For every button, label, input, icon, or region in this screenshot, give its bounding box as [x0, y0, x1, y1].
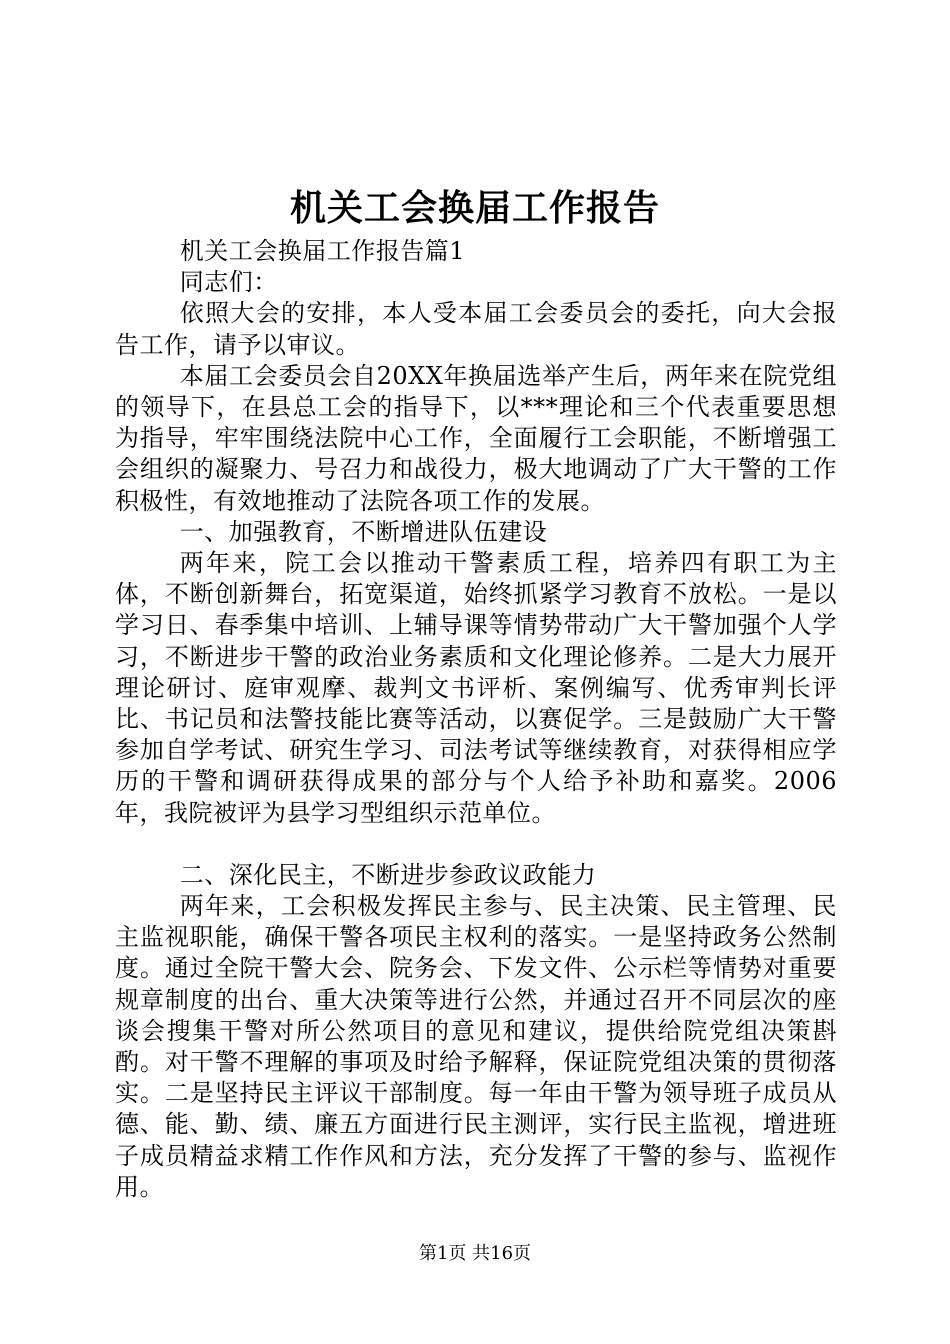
- paragraph-subtitle: 机关工会换届工作报告篇1: [179, 237, 466, 265]
- document-body: [115, 236, 837, 1203]
- paragraph-summary: 本届工会委员会自20XX年换届选举产生后，两年来在院党组的领导下，在县总工会的指导下，以***理论和三个代表重要思想为指导，牢牢围绕法院中心工作，全面履行工会职能，不断增强工会组织的凝聚力、号召力和战役力，极大地调动了广大干警的工作积极性，有效地推动了法院各项工作的发展。: [115, 361, 837, 515]
- paragraph-section-1: 两年来，院工会以推动干警素质工程，培养四有职工为主体，不断创新舞台，拓宽渠道，始终抓紧学习教育不放松。一是以学习日、春季集中培训、上辅导课等情势带动广大干警加强个人学习，不断进步干警的政治业务素质和文化理论修养。二是大力展开理论研讨、庭审观摩、裁判文书评析、案例编写、优秀审判长评比、书记员和法警技能比赛等活动，以赛促学。三是鼓励广大干警参加自学考试、研究生学习、司法考试等继续教育，对获得相应学历的干警和调研获得成果的部分与个人给予补助和嘉奖。2006年，我院被评为县学习型组织示范单位。: [115, 549, 837, 827]
- paragraph-salutation: 同志们：: [179, 268, 278, 297]
- section-heading-2: 二、深化民主，不断进步参政议政能力: [179, 860, 597, 889]
- page-number-footer: 第1页 共16页: [418, 1243, 532, 1264]
- paragraph-section-2: 两年来，工会积极发挥民主参与、民主决策、民主管理、民主监视职能，确保干警各项民主权利的落实。一是坚持政务公然制度。通过全院干警大会、院务会、下发文件、公示栏等情势对重要规章制度的出台、重大决策等进行公然，并通过召开不同层次的座谈会搜集干警对所公然项目的意见和建议，提供给院党组决策斟酌。对干警不理解的事项及时给予解释，保证院党组决策的贯彻落实。二是坚持民主评议干部制度。每一年由干警为领导班子成员从德、能、勤、绩、廉五方面进行民主测评，实行民主监视，增进班子成员精益求精工作作风和方法，充分发挥了干警的参与、监视作用。: [115, 892, 837, 1201]
- document-title: 机关工会换届工作报告: [289, 187, 660, 229]
- paragraph-intro: 依照大会的安排，本人受本届工会委员会的委托，向大会报告工作，请予以审议。: [115, 299, 837, 359]
- section-heading-1: 一、加强教育，不断增进队伍建设: [179, 517, 548, 546]
